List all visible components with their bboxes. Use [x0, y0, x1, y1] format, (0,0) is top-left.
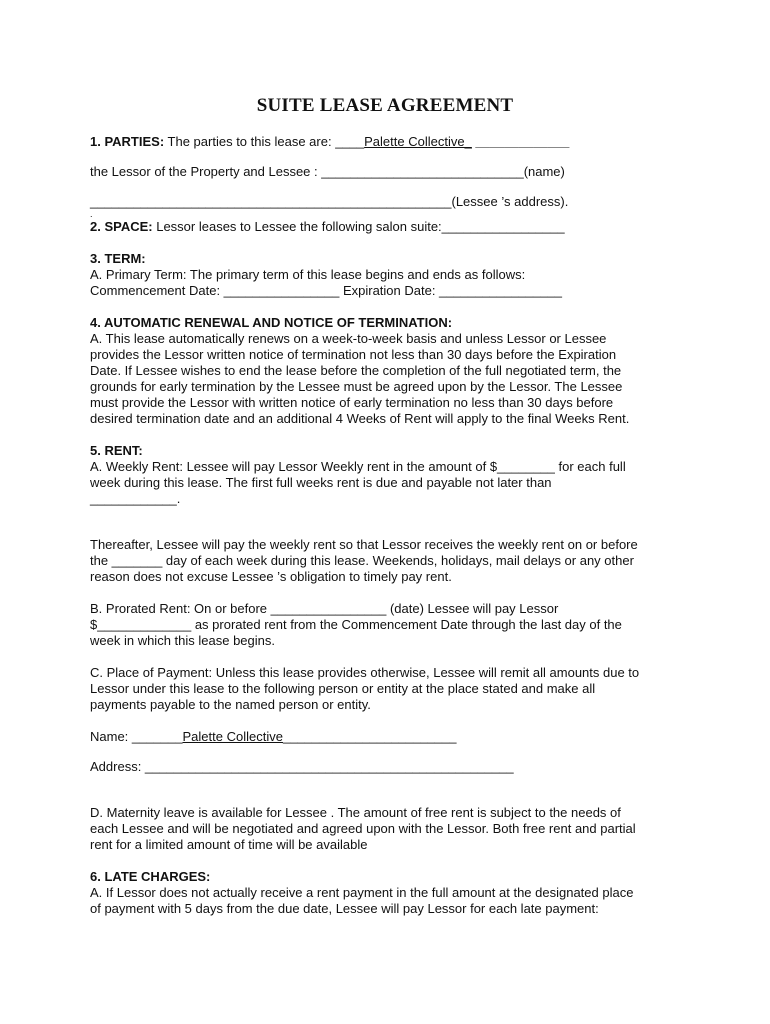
term-line-2: Commencement Date: ________________ Expiration Date: _________________	[90, 283, 562, 298]
renewal-line: grounds for early termination by the Lessee must be agreed upon by the Lessor. The Lessee	[90, 379, 623, 394]
rent-a-line: A. Weekly Rent: Lessee will pay Lessor Weekly rent in the amount of $________ for each full	[90, 459, 626, 474]
space-line	[90, 219, 690, 235]
payee-name-tail: ________________________	[282, 729, 457, 744]
rent-c-line: Lessor under this lease to the following person or entity at the place stated and make all	[90, 681, 596, 696]
rent-d-line: each Lessee and will be negotiated and agreed upon with the Lessor. Both free rent and partial	[90, 821, 636, 836]
lessor-name: Palette Collective_	[364, 134, 472, 149]
rent-b-line: week in which this lease begins.	[90, 633, 275, 648]
renewal-line: A. This lease automatically renews on a week-to-week basis and unless Lessor or Lessee	[90, 331, 607, 346]
stray-dot: .	[90, 209, 93, 219]
rent-b-line: B. Prorated Rent: On or before ________________ (date) Lessee will pay Lessor	[90, 601, 559, 616]
renewal-line: must provide the Lessor with written notice of early termination no less than 30 days before	[90, 395, 614, 410]
rent-thereafter-line: the _______ day of each week during this lease. Weekends, holidays, mail delays or any other	[90, 553, 634, 568]
parties-heading: 1. PARTIES:	[90, 134, 165, 149]
rent-heading: 5. RENT:	[90, 443, 143, 458]
lessee-address-line: __________________________________________________(Lessee ’s address).	[90, 194, 569, 209]
rent-d-line: rent for a limited amount of time will be available	[90, 837, 368, 852]
rent-thereafter-line: reason does not excuse Lessee ’s obligation to timely pay rent.	[90, 569, 452, 584]
term-heading: 3. TERM:	[90, 251, 146, 266]
term-line-1: A. Primary Term: The primary term of this lease begins and ends as follows:	[90, 267, 526, 282]
renewal-line: desired termination date and an additional 4 Weeks of Rent will apply to the final Weeks Rent.	[90, 411, 630, 426]
rent-d-line: D. Maternity leave is available for Lessee . The amount of free rent is subject to the needs of	[90, 805, 621, 820]
lessee-name-line: the Lessor of the Property and Lessee : ____________________________(name)	[90, 164, 565, 179]
late-line: A. If Lessor does not actually receive a rent payment in the full amount at the designated place	[90, 885, 634, 900]
rent-a-line: ____________.	[90, 491, 181, 506]
document-body	[90, 134, 690, 917]
renewal-line: provides the Lessor written notice of termination not less than 30 days before the Expiration	[90, 347, 617, 362]
late-line: of payment with 5 days from the due date, Lessee will pay Lessor for each late payment:	[90, 901, 599, 916]
renewal-heading: 4. AUTOMATIC RENEWAL AND NOTICE OF TERMINATION:	[90, 315, 453, 330]
payee-name-label: Name: _______	[90, 729, 183, 744]
space-text: Lessor leases to Lessee the following salon suite:_________________	[152, 219, 565, 234]
renewal-line: Date. If Lessee wishes to end the lease before the completion of the full negotiated term, the	[90, 363, 622, 378]
rent-thereafter-line: Thereafter, Lessee will pay the weekly rent so that Lessor receives the weekly rent on or before	[90, 537, 638, 552]
payee-address-line: Address: ___________________________________________________	[90, 759, 514, 774]
late-heading: 6. LATE CHARGES:	[90, 869, 211, 884]
parties-line	[90, 134, 690, 150]
document-title: SUITE LEASE AGREEMENT	[256, 95, 514, 116]
rent-a-line: week during this lease. The first full weeks rent is due and payable not later than	[90, 475, 552, 490]
payee-name-value: Palette Collective	[182, 729, 283, 744]
rent-c-line: payments payable to the named person or entity.	[90, 697, 371, 712]
parties-text: The parties to this lease are: ____	[164, 134, 365, 149]
parties-tail: _____________	[471, 134, 570, 149]
payee-name-line	[90, 729, 690, 745]
rent-c-line: C. Place of Payment: Unless this lease provides otherwise, Lessee will remit all amounts due to	[90, 665, 640, 680]
rent-b-line: $_____________ as prorated rent from the Commencement Date through the last day of the	[90, 617, 622, 632]
space-heading: 2. SPACE:	[90, 219, 153, 234]
